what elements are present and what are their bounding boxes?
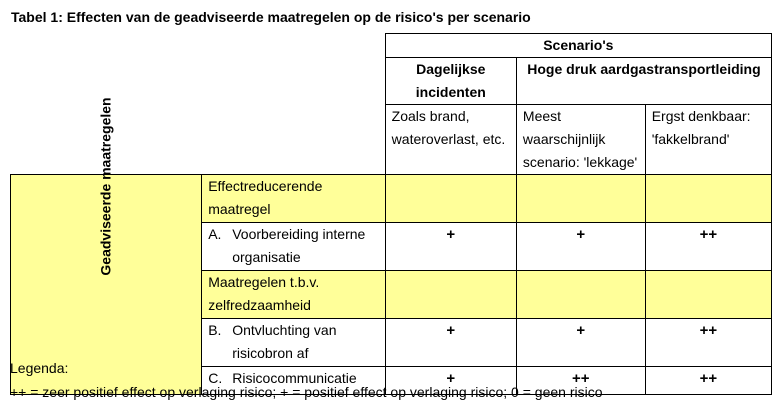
effect-value: ++ bbox=[645, 223, 771, 271]
item-line: Ontvluchting van bbox=[232, 322, 337, 338]
effect-value: + bbox=[516, 319, 645, 367]
likely-scenario-description bbox=[516, 105, 645, 175]
item-line: risicobron af bbox=[232, 345, 309, 361]
likely-description-line: Meest waarschijnlijk bbox=[522, 108, 606, 147]
effect-value: ++ bbox=[645, 319, 771, 367]
empty-cell bbox=[645, 175, 771, 223]
effect-value: + bbox=[385, 319, 516, 367]
effect-value: + bbox=[516, 223, 645, 271]
empty-cell bbox=[385, 175, 516, 223]
item-line: organisatie bbox=[232, 249, 301, 265]
side-label: Geadviseerde maatregelen bbox=[97, 97, 114, 276]
category-self-reliance bbox=[202, 271, 385, 319]
effect-value: + bbox=[385, 223, 516, 271]
category-line: maatregel bbox=[208, 201, 271, 217]
effect-value: + bbox=[385, 367, 516, 395]
legend-heading: Legenda: bbox=[10, 360, 69, 376]
item-line: Risicocommunicatie bbox=[232, 370, 357, 386]
category-line: Effectreducerende bbox=[208, 178, 323, 194]
effect-value: ++ bbox=[645, 367, 771, 395]
item-number: B. bbox=[208, 322, 222, 338]
daily-description-line: wateroverlast, etc. bbox=[391, 131, 506, 147]
header-gas-pipeline: Hoge druk aardgastransportleiding bbox=[516, 58, 771, 105]
effect-value: ++ bbox=[516, 367, 645, 395]
item-number: C. bbox=[208, 370, 223, 386]
category-effect-reducing bbox=[202, 175, 385, 223]
table-title: Tabel 1: Effecten van de geadviseerde maatregelen op de risico's per scenario bbox=[11, 9, 531, 25]
empty-cell bbox=[516, 271, 645, 319]
category-line: Maatregelen t.b.v. bbox=[208, 274, 320, 290]
daily-description-line: Zoals brand, bbox=[391, 108, 470, 124]
item-line: Voorbereiding interne bbox=[232, 226, 366, 242]
empty-cell bbox=[385, 271, 516, 319]
header-scenarios: Scenario's bbox=[385, 34, 771, 58]
category-line: zelfredzaamheid bbox=[208, 297, 311, 313]
likely-description-line: scenario: 'lekkage' bbox=[522, 154, 638, 170]
scenario-table bbox=[10, 33, 772, 395]
empty-cell bbox=[516, 175, 645, 223]
measure-a-label bbox=[202, 223, 385, 271]
daily-description bbox=[385, 105, 516, 175]
header-daily-incidents: Dagelijkse incidenten bbox=[385, 58, 516, 105]
item-number: A. bbox=[208, 226, 222, 242]
worst-description-line: Ergst denkbaar: bbox=[651, 108, 751, 124]
worst-description-line: 'fakkelbrand' bbox=[651, 131, 730, 147]
legend-text: ++ = zeer positief effect op verlaging risico; + = positief effect op verlaging risico; 0 = geen risico bbox=[10, 384, 603, 400]
empty-cell bbox=[645, 271, 771, 319]
worst-case-description bbox=[645, 105, 771, 175]
measure-b-label bbox=[202, 319, 385, 367]
